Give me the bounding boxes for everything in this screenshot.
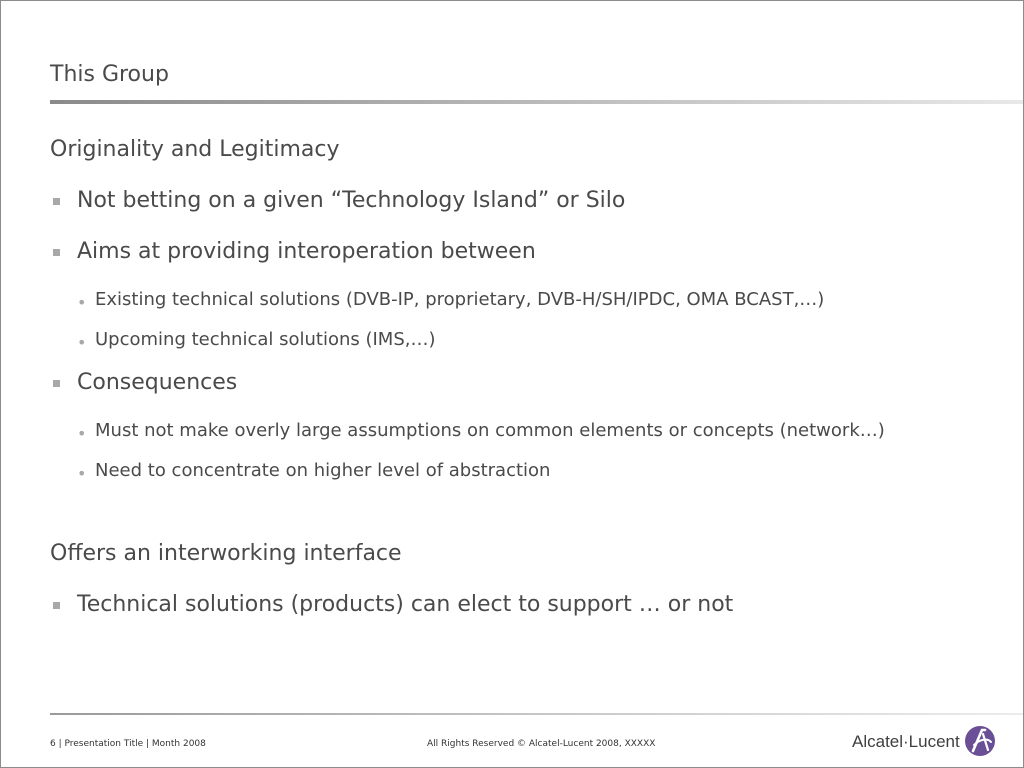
sub-bullet-text: Must not make overly large assumptions on common elements or concepts (network…)	[95, 420, 885, 441]
dot-bullet-icon: •	[77, 333, 87, 352]
sub-bullet-text: Existing technical solutions (DVB-IP, proprietary, DVB-H/SH/IPDC, OMA BCAST,…)	[95, 289, 825, 310]
bullet-text: Consequences	[77, 370, 238, 395]
dot-bullet-icon: •	[77, 464, 87, 483]
square-bullet-icon	[53, 198, 60, 205]
square-bullet-icon	[53, 249, 60, 256]
sub-bullet-text: Need to concentrate on higher level of abstraction	[95, 460, 551, 481]
footer-page-info: 6 | Presentation Title | Month 2008	[50, 739, 206, 749]
section-heading-originality: Originality and Legitimacy	[50, 137, 340, 162]
title-divider	[50, 100, 1023, 104]
bullet-text: Technical solutions (products) can elect to support … or not	[77, 592, 734, 617]
dot-bullet-icon: •	[77, 293, 87, 312]
footer-divider	[50, 713, 1023, 715]
slide-title: This Group	[50, 62, 169, 87]
square-bullet-icon	[53, 602, 60, 609]
sub-bullet-text: Upcoming technical solutions (IMS,…)	[95, 329, 436, 350]
square-bullet-icon	[53, 380, 60, 387]
section-heading-interworking: Offers an interworking interface	[50, 541, 402, 566]
brand-name: Alcatel·Lucent	[852, 732, 960, 751]
bullet-text: Aims at providing interoperation between	[77, 239, 536, 264]
footer-copyright: All Rights Reserved © Alcatel-Lucent 2008, XXXXX	[427, 739, 656, 749]
dot-bullet-icon: •	[77, 424, 87, 443]
bullet-text: Not betting on a given “Technology Island” or Silo	[77, 188, 626, 213]
alcatel-lucent-logo-icon	[964, 725, 996, 757]
